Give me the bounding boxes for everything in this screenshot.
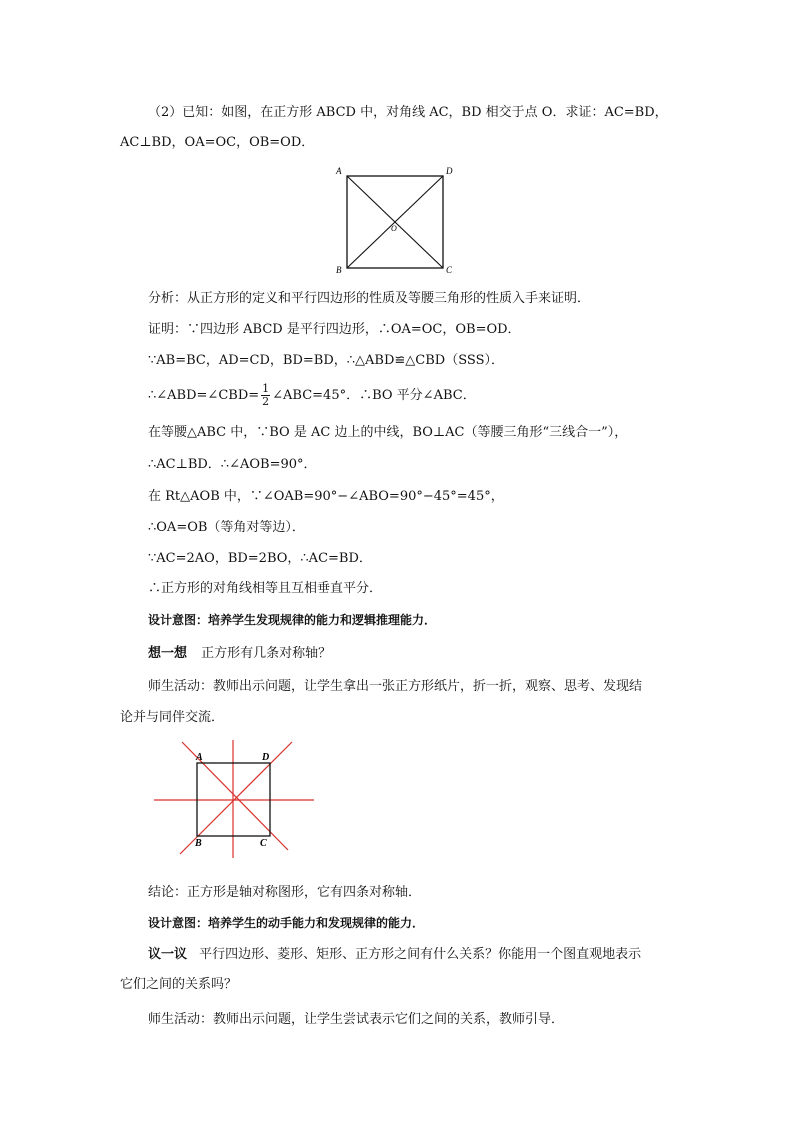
square-symmetry-axes-figure — [150, 738, 320, 858]
label2-d: D — [262, 752, 270, 763]
proof-line-9: ∴正方形的对角线相等且互相垂直平分． — [148, 581, 383, 596]
proof-line-3 — [148, 381, 476, 411]
think-label: 想一想 — [148, 646, 188, 661]
square-diagonals-figure — [330, 162, 460, 282]
label-o: O — [391, 224, 397, 233]
activity-1-line-1: 师生活动：教师出示问题，让学生拿出一张正方形纸片，折一折，观察、思考、发现结 — [148, 679, 643, 694]
discuss-row — [148, 946, 641, 964]
activity-2-text: 师生活动：教师出示问题，让学生尝试表示它们之间的关系，教师引导． — [148, 1012, 565, 1027]
proof-line-3-start: ∴∠ABD=∠CBD= — [148, 388, 260, 403]
proof-line-2: ∵AB=BC，AD=CD，BD=BD，∴△ABD≌△CBD（SSS）． — [148, 353, 504, 368]
label2-b: B — [195, 838, 202, 849]
proof-line-7: ∴OA=OB（等角对等边）． — [148, 520, 305, 535]
discuss-label: 议一议 — [148, 947, 188, 962]
discuss-question-2: 它们之间的关系吗？ — [120, 977, 238, 992]
discuss-question-1: 平行四边形、菱形、矩形、正方形之间有什么关系？你能用一个图直观地表示 — [199, 947, 642, 962]
problem-line-1: （2）已知：如图，在正方形 ABCD 中，对角线 AC，BD 相交于点 O．求证：AC=BD， — [148, 105, 668, 120]
think-question: 正方形有几条对称轴？ — [201, 646, 332, 661]
label-b: B — [336, 265, 342, 275]
activity-1-line-2: 论并与同伴交流． — [120, 710, 225, 725]
proof-line-4: 在等腰△ABC 中，∵BO 是 AC 边上的中线，BO⊥AC（等腰三角形“三线合一”）， — [148, 425, 628, 440]
label2-c: C — [260, 838, 267, 849]
think-row — [148, 645, 331, 663]
fraction-numerator: 1 — [262, 382, 270, 395]
analysis-text: 分析：从正方形的定义和平行四边形的性质及等腰三角形的性质入手来证明． — [148, 291, 591, 306]
label-d: D — [446, 166, 453, 176]
proof-line-1: 证明：∵四边形 ABCD 是平行四边形，∴OA=OC，OB=OD． — [148, 322, 521, 337]
proof-line-5: ∴AC⊥BD．∴∠AOB=90°． — [148, 457, 317, 472]
label2-a: A — [196, 752, 203, 763]
label-c: C — [446, 265, 453, 275]
design-intent-2: 设计意图：培养学生的动手能力和发现规律的能力． — [148, 916, 425, 930]
proof-line-6: 在 Rt△AOB 中，∵∠OAB=90°−∠ABO=90°−45°=45°， — [148, 489, 504, 504]
label-a: A — [336, 166, 342, 176]
proof-line-8: ∵AC=2AO，BD=2BO，∴AC=BD． — [148, 551, 372, 566]
one-half-fraction — [261, 383, 270, 408]
fraction-denominator: 2 — [262, 395, 270, 408]
conclusion-text: 结论：正方形是轴对称图形，它有四条对称轴． — [148, 885, 422, 900]
proof-line-3-end: ∠ABC=45°．∴BO 平分∠ABC． — [272, 388, 476, 403]
design-intent-1: 设计意图：培养学生发现规律的能力和逻辑推理能力． — [148, 613, 437, 627]
problem-line-2: AC⊥BD，OA=OC，OB=OD． — [120, 135, 315, 150]
